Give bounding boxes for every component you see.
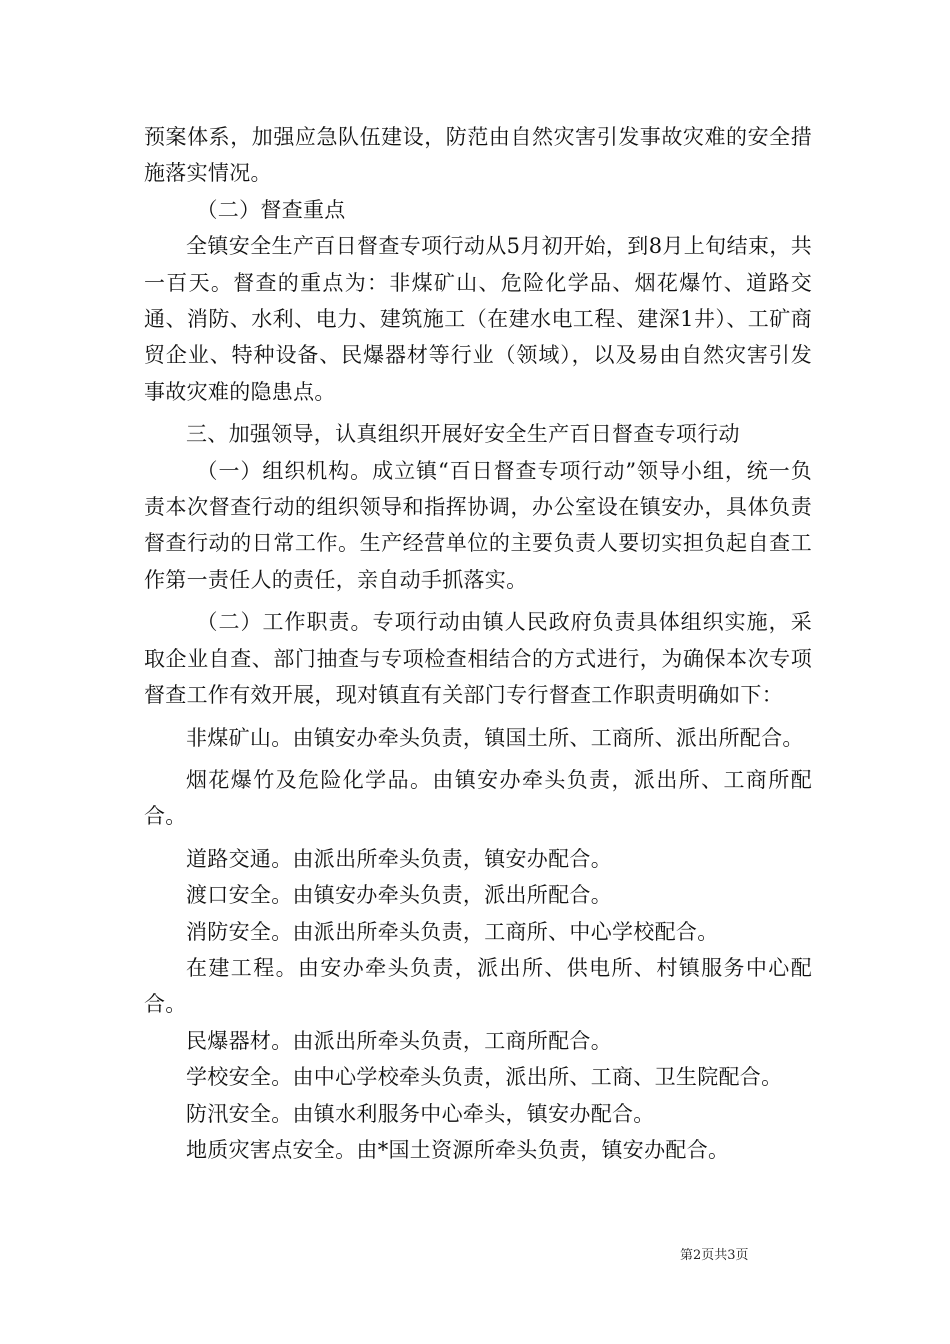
heading-strengthen-leadership: 三、加强领导，认真组织开展好安全生产百日督查专项行动: [186, 422, 740, 447]
paragraph-responsibilities: （二）工作职责。专项行动由镇人民政府负责具体组织实施，采取企业自查、部门抽查与专项检查相结合的方式进行，为确保本次专项督查工作有效开展，现对镇直有关部门专行督查工作职责明确如下：: [144, 610, 812, 708]
duty-non-coal-mines: 非煤矿山。由镇安办牵头负责，镇国土所、工商所、派出所配合。: [186, 725, 804, 750]
paragraph-inspection-scope: 全镇安全生产百日督查专项行动从5月初开始，到8月上旬结束，共一百天。督查的重点为：非煤矿山、危险化学品、烟花爆竹、道路交通、消防、水利、电力、建筑施工（在建水电工程、建深1井）、工矿商贸企业、特种设备、民爆器材等行业（领域），以及易由自然灾害引发事故灾难的隐患点。: [144, 234, 812, 404]
duty-flood-control: 防汛安全。由镇水利服务中心牵头，镇安办配合。: [186, 1101, 655, 1126]
duty-construction: 在建工程。由安办牵头负责，派出所、供电所、村镇服务中心配合。: [144, 955, 812, 1017]
paragraph-emergency-plan: 预案体系，加强应急队伍建设，防范由自然灾害引发事故灾难的安全措施落实情况。: [144, 125, 812, 186]
document-body: [144, 119, 812, 1168]
duty-explosives: 民爆器材。由派出所牵头负责，工商所配合。: [186, 1028, 612, 1053]
paragraph-organization: （一）组织机构。成立镇“百日督查专项行动”领导小组，统一负责本次督查行动的组织领导和指挥协调，办公室设在镇安办，具体负责督查行动的日常工作。生产经营单位的主要负责人要切实担负起自查工作第一责任人的责任，亲自动手抓落实。: [144, 458, 812, 592]
page-number: 第2页共3页: [680, 1248, 749, 1263]
duty-road-traffic: 道路交通。由派出所牵头负责，镇安办配合。: [186, 846, 612, 871]
duty-fireworks-chemicals: 烟花爆竹及危险化学品。由镇安办牵头负责，派出所、工商所配合。: [144, 767, 812, 829]
duty-school-safety: 学校安全。由中心学校牵头负责，派出所、工商、卫生院配合。: [186, 1065, 783, 1090]
duty-ferry-safety: 渡口安全。由镇安办牵头负责，派出所配合。: [186, 883, 612, 908]
heading-inspection-focus: （二）督查重点: [196, 197, 346, 222]
duty-geological-hazard: 地质灾害点安全。由*国土资源所牵头负责，镇安办配合。: [186, 1137, 730, 1162]
duty-fire-safety: 消防安全。由派出所牵头负责，工商所、中心学校配合。: [186, 919, 719, 944]
